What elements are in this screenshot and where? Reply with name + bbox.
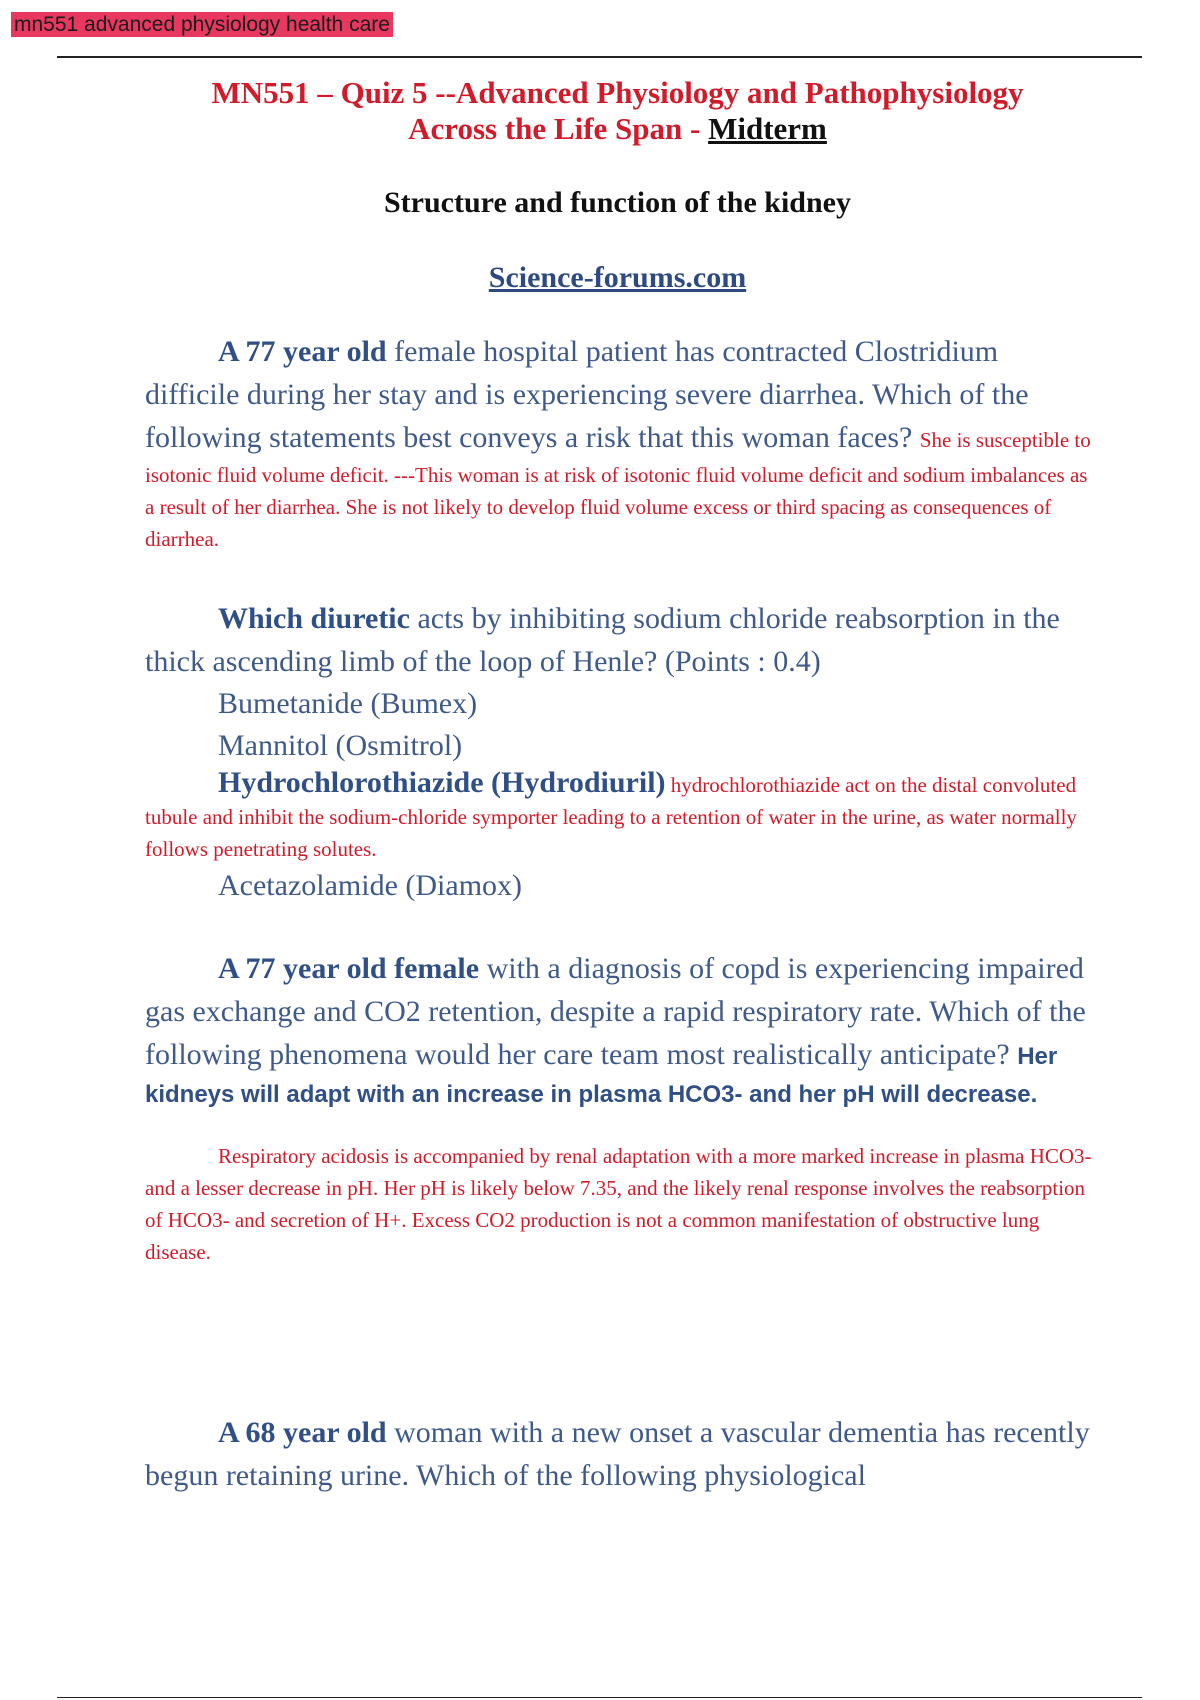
question-4-lead: A 68 year old bbox=[218, 1416, 387, 1449]
footer-divider bbox=[57, 1697, 1142, 1698]
question-4-text bbox=[145, 1411, 1095, 1497]
question-2-body: acts by inhibiting sodium chloride reabsorption in the thick ascending limb of the loop of Henle? (Points : 0.4) bbox=[145, 602, 1060, 678]
question-3 bbox=[145, 947, 1095, 1268]
question-2-lead: Which diuretic bbox=[218, 602, 410, 635]
question-1-lead: A 77 year old bbox=[218, 335, 387, 368]
question-3-answer: Her kidneys will adapt with an increase in plasma HCO3- and her pH will decrease. bbox=[145, 1043, 1058, 1108]
option-mannitol[interactable]: Mannitol (Osmitrol) bbox=[218, 729, 463, 762]
question-3-text bbox=[145, 947, 1095, 1114]
question-3-explanation-text: Respiratory acidosis is accompanied by renal adaptation with a more marked increase in plasma HCO3- and a lesser decrease in pH. Her pH is likely below 7.35, and the likely renal response involves the reabsorption of HCO3- and secretion of H+. Excess CO2 production is not a common manifestation of obstructive lung disease. bbox=[145, 1144, 1092, 1264]
section-heading: Structure and function of the kidney bbox=[384, 186, 851, 219]
question-2-text bbox=[145, 597, 1095, 683]
option-bumetanide[interactable]: Bumetanide (Bumex) bbox=[218, 687, 478, 720]
site-link[interactable]: Science-forums.com bbox=[488, 261, 747, 294]
document-title bbox=[100, 75, 1135, 147]
title-line-2-text: Across the Life Span - bbox=[408, 111, 709, 146]
question-3-body: with a diagnosis of copd is experiencing impaired gas exchange and CO2 retention, despite a rapid respiratory rate. Which of the following phenomena would her care team most realistically anticipate? bbox=[145, 952, 1086, 1071]
title-line-1: MN551 – Quiz 5 --Advanced Physiology and Pathophysiology bbox=[211, 75, 1024, 110]
selected-option-label: Hydrochlorothiazide (Hydrodiuril) bbox=[218, 766, 666, 799]
question-1-answer: She is susceptible to isotonic fluid volume deficit. ---This woman is at risk of isotonic fluid volume deficit and sodium imbalances as a result of her diarrhea. She is not likely to develop fluid volume excess or third spacing as consequences of diarrhea. bbox=[145, 428, 1091, 551]
selected-option-note: hydrochlorothiazide act on the distal convoluted tubule and inhibit the sodium-chloride symporter leading to a retention of water in the urine, as water normally follows penetrating solutes. bbox=[145, 773, 1077, 861]
question-2 bbox=[145, 597, 1095, 907]
site-link-wrapper bbox=[100, 260, 1135, 296]
option-acetazolamide[interactable]: Acetazolamide (Diamox) bbox=[218, 869, 523, 902]
question-1-body: female hospital patient has contracted Clostridium difficile during her stay and is experiencing severe diarrhea. Which of the following statements best conveys a risk that this woman faces? bbox=[145, 335, 1029, 454]
question-1 bbox=[145, 330, 1095, 555]
header-divider bbox=[57, 56, 1142, 58]
title-midterm: Midterm bbox=[708, 111, 827, 146]
question-1-text bbox=[145, 335, 1029, 454]
question-3-lead: A 77 year old female bbox=[218, 952, 480, 985]
document-tag: mn551 advanced physiology health care bbox=[11, 12, 393, 37]
option-hydrochlorothiazide[interactable] bbox=[145, 767, 1095, 865]
question-4 bbox=[145, 1411, 1095, 1497]
question-3-explanation bbox=[145, 1140, 1095, 1268]
title-line-2 bbox=[100, 111, 1135, 147]
question-4-body: woman with a new onset a vascular dementia has recently begun retaining urine. Which of the following physiological bbox=[145, 1416, 1090, 1492]
